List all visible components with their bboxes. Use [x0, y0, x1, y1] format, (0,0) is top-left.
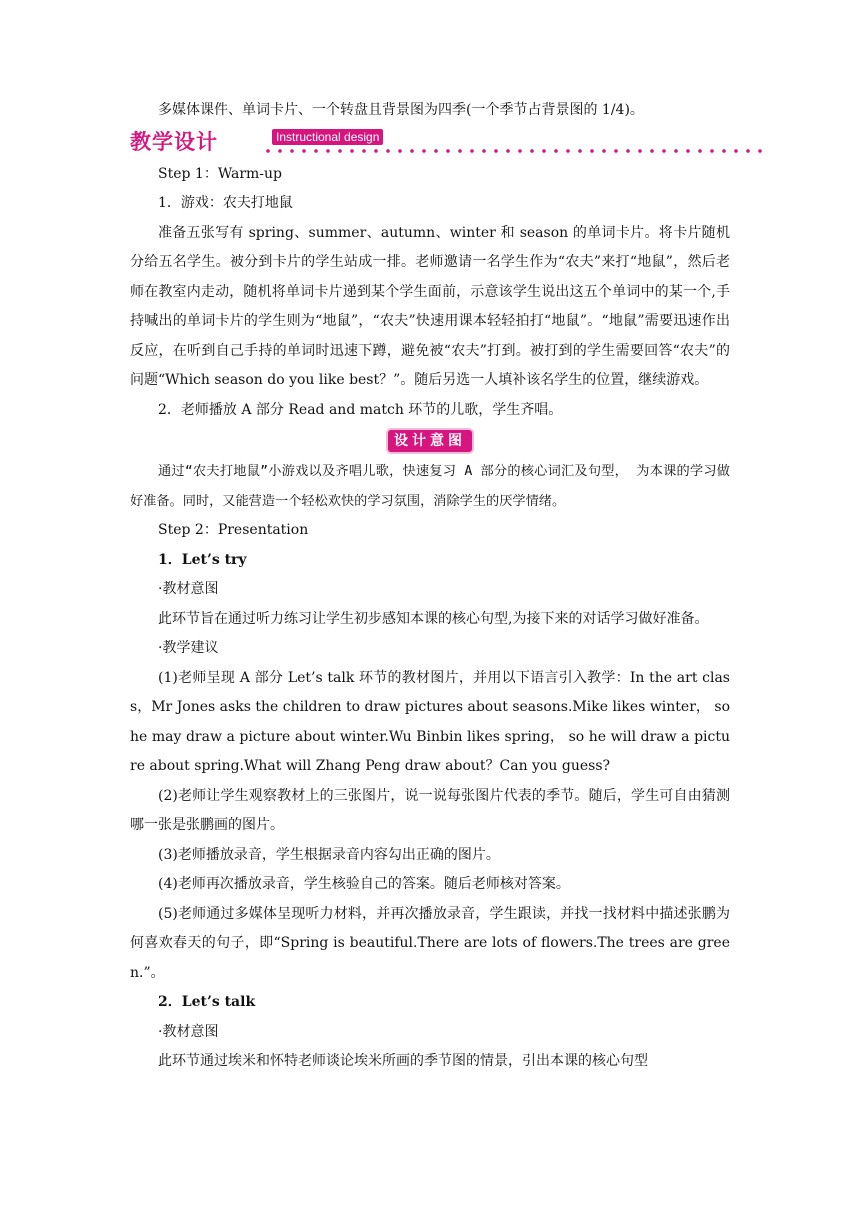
section-header — [130, 128, 730, 158]
lets-try-intent-text: 此环节旨在通过听力练习让学生初步感知本课的核心句型,为接下来的对话学习做好准备。 — [158, 610, 709, 627]
document-content — [130, 96, 730, 1077]
lets-talk-title: 2．Let’s talk — [158, 994, 256, 1010]
lets-try-intent-label: ·教材意图 — [158, 581, 219, 597]
lets-try-suggestion-4: (4)老师再次播放录音，学生核验自己的答案。随后老师核对答案。 — [158, 876, 570, 892]
lets-try-title: 1．Let’s try — [158, 551, 247, 568]
lets-try-suggestion-5: (5)老师通过多媒体呈现听力材料，并再次播放录音，学生跟读，并找一找材料中描述张鹏为何喜欢春天的句子，即“Spring is beautiful.There are lots of flowers.The trees are green.”。 — [130, 905, 730, 981]
step1-item2: 2．老师播放 A 部分 Read and match 环节的儿歌，学生齐唱。 — [158, 401, 563, 418]
section-subtitle: Instructional design — [272, 129, 383, 145]
lets-try-suggestion-3: (3)老师播放录音，学生根据录音内容勾出正确的图片。 — [158, 846, 500, 863]
section-title: 教学设计 — [130, 129, 218, 154]
design-intent-text: 通过“农夫打地鼠”小游戏以及齐唱儿歌，快速复习 A 部分的核心词汇及句型， 为本课的学习做好准备。同时，又能营造一个轻松欢快的学习氛围，消除学生的厌学情绪。 — [130, 464, 730, 509]
step2-heading: Step 2：Presentation — [158, 522, 309, 538]
design-intent-label: 设计意图 — [388, 430, 472, 452]
step1-item1-body: 准备五张写有 spring、summer、autumn、winter 和 season 的单词卡片。将卡片随机分给五名学生。被分到卡片的学生站成一排。老师邀请一名学生作为“农夫”来打“地鼠”，然后老师在教室内走动，随机将单词卡片递到某个学生面前，示意该学生说出这五个单词中的某一个,手持喊出的单词卡片的学生则为“地鼠”，“农夫”快速用课本轻轻拍打“地鼠”。“地鼠”需要迅速作出反应，在听到自己手持的单词时迅速下蹲，避免被“农夫”打到。被打到的学生需要回答“农夫”的问题“Which season do you like best？”。随后另选一人填补该名学生的位置，继续游戏。 — [130, 224, 730, 388]
lets-talk-intent-text: 此环节通过埃米和怀特老师谈论埃米所画的季节图的情景，引出本课的核心句型 — [158, 1053, 648, 1069]
design-intent-banner — [130, 425, 730, 457]
materials-line: 多媒体课件、单词卡片、一个转盘且背景图为四季(一个季节占背景图的 1/4)。 — [158, 102, 644, 118]
lets-talk-intent-label: ·教材意图 — [158, 1023, 219, 1040]
lets-try-suggestion-1: (1)老师呈现 A 部分 Let’s talk 环节的教材图片，并用以下语言引入教学：In the art class，Mr Jones asks the children to draw pictures about seasons.Mike likes winter， so he may draw a picture about winter.Wu Binbin likes spring， so he will draw a picture about spring.What will Zhang Peng draw about？Can you guess? — [130, 669, 730, 774]
lets-try-suggestion-2: (2)老师让学生观察教材上的三张图片，说一说每张图片代表的季节。随后，学生可自由猜测哪一张是张鹏画的图片。 — [130, 787, 730, 833]
step1-item1-title: 1．游戏：农夫打地鼠 — [158, 195, 293, 211]
step1-heading: Step 1：Warm-up — [158, 165, 283, 182]
dotted-divider — [262, 146, 770, 156]
lets-try-suggest-label: ·教学建议 — [158, 640, 219, 656]
